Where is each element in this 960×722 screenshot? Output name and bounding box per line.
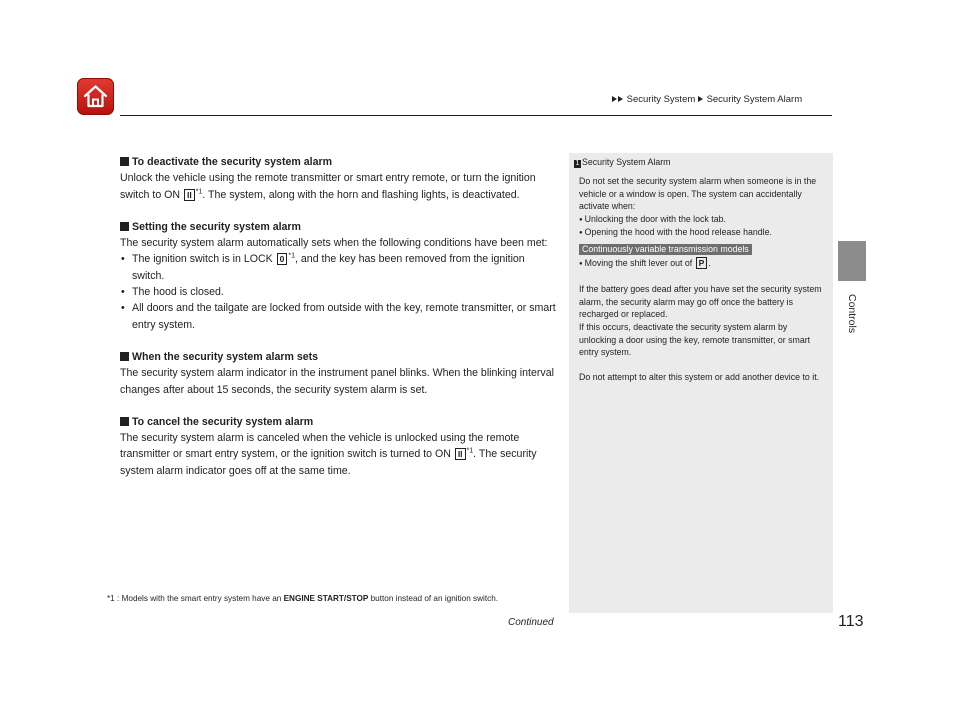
section-cancel	[120, 414, 560, 479]
section-text: The security system alarm is canceled when the vehicle is unlocked using the remote transmitter or smart entry system, or the ignition switch is turned to ON II $^{*1}$. The security system alarm indicator goes off at the same time.	[120, 432, 537, 477]
ignition-on-icon: II	[455, 448, 466, 460]
footnote-ref[interactable]: *1	[466, 447, 474, 455]
section-alarm-sets	[120, 349, 560, 398]
ignition-lock-icon: 0	[277, 253, 288, 265]
note-bullet: ● Unlocking the door with the lock tab.	[579, 213, 825, 227]
side-note-body	[579, 175, 825, 384]
section-text: The security system alarm automatically sets when the following conditions have been met:	[120, 237, 548, 250]
note-number-badge: 1	[575, 160, 580, 167]
breadcrumb-item[interactable]: Security System Alarm	[706, 94, 803, 105]
square-bullet-icon	[120, 417, 129, 426]
note-paragraph: If this occurs, deactivate the security system alarm by unlocking a door using the key, remote transmitter, or smart entry system.	[579, 321, 811, 358]
house-icon	[82, 83, 109, 110]
section-heading: Setting the security system alarm	[120, 219, 560, 235]
continued-label[interactable]: Continued	[508, 617, 554, 628]
breadcrumb-item[interactable]: Security System	[626, 94, 696, 105]
note-paragraph: Do not attempt to alter this system or add another device to it.	[579, 372, 820, 383]
condition-list	[120, 251, 560, 332]
side-tab-label: Controls	[846, 294, 858, 334]
section-heading: To deactivate the security system alarm	[120, 154, 560, 170]
section-text: The security system alarm indicator in the instrument panel blinks. When the blinking interval changes after about 15 seconds, the security system alarm is set.	[120, 367, 554, 396]
page-number: 113	[838, 613, 864, 630]
note-paragraph: If the battery goes dead after you have set the security system alarm, the security alarm may go off once the battery is recharged or replaced.	[579, 284, 822, 320]
chevron-right-icon	[698, 96, 703, 102]
ignition-on-icon: II	[184, 189, 195, 201]
section-text: Unlock the vehicle using the remote transmitter or smart entry remote, or turn the ignition switch to ON II $^{*1}$. The system, along with the horn and flashing lights, is deactivated.	[120, 172, 536, 201]
note-bullet: ● Moving the shift lever out of P .	[579, 257, 825, 271]
header-rule	[120, 115, 832, 116]
chevron-right-icon	[612, 96, 617, 102]
section-deactivate	[120, 154, 560, 203]
list-item: • The ignition switch is in LOCK 0 $^{*1}$, and the key has been removed from the ignition switch.	[120, 251, 560, 284]
shift-park-icon: P	[696, 257, 708, 269]
list-item: • All doors and the tailgate are locked from outside with the key, remote transmitter, or smart entry system.	[120, 300, 560, 333]
chevron-right-icon	[618, 96, 623, 102]
section-setting	[120, 219, 560, 333]
side-note-heading: 1 Security System Alarm	[575, 157, 671, 167]
footnote-ref[interactable]: *1	[195, 188, 203, 196]
square-bullet-icon	[120, 157, 129, 166]
cvt-models-label: Continuously variable transmission models	[579, 244, 752, 255]
square-bullet-icon	[120, 222, 129, 231]
footnote: *1 : Models with the smart entry system have an ENGINE START/STOP button instead of an ignition switch.	[107, 594, 499, 603]
square-bullet-icon	[120, 352, 129, 361]
home-icon[interactable]	[77, 78, 114, 115]
section-heading: When the security system alarm sets	[120, 349, 560, 365]
note-bullet: ● Opening the hood with the hood release handle.	[579, 226, 825, 240]
main-content	[120, 154, 560, 495]
footnote-ref[interactable]: *1	[288, 252, 296, 260]
section-heading: To cancel the security system alarm	[120, 414, 560, 430]
note-paragraph: Do not set the security system alarm when someone is in the vehicle or a window is open. The system can accidentally activate when:	[579, 176, 817, 212]
breadcrumb	[612, 94, 802, 105]
list-item: • The hood is closed.	[120, 284, 560, 300]
side-tab-marker	[838, 241, 866, 281]
